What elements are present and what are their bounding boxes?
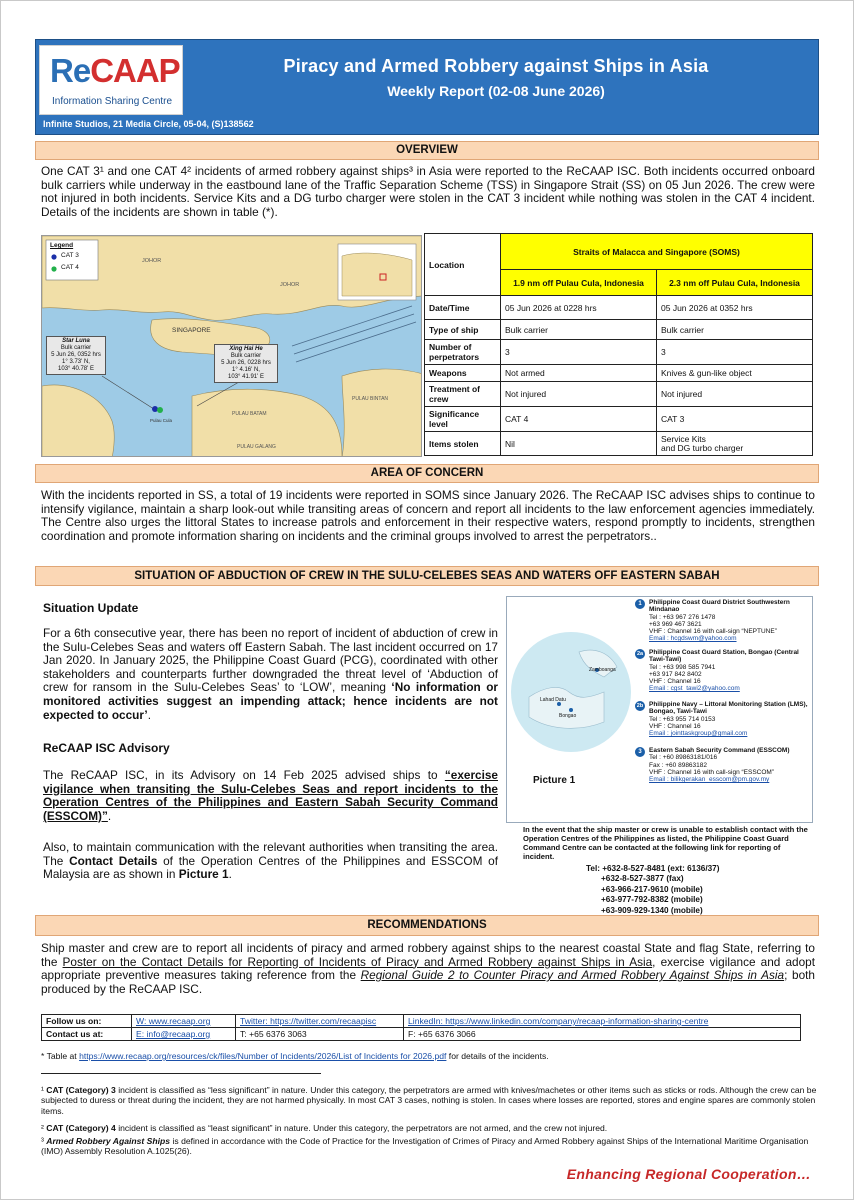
- advisory-text-bold: “exercise vigilance when transiting the Sulu-Celebes Seas and report incidents to the Operation Centres of the Philippines and Eastern Sabah Security Command (ESSCOM)”: [43, 768, 498, 823]
- situation-update-text: [43, 627, 498, 722]
- logo-subtitle: Information Sharing Centre: [52, 96, 173, 107]
- table-row: [425, 365, 813, 382]
- advisory-title: ReCAAP ISC Advisory: [43, 741, 170, 755]
- contact-email[interactable]: Email : hcgdswm@yahoo.com: [649, 635, 737, 643]
- recaap-logo: [39, 45, 183, 115]
- overview-heading: OVERVIEW: [35, 141, 819, 160]
- map-label-galang: PULAU GALANG: [237, 444, 276, 450]
- map-label-bintan: PULAU BINTAN: [352, 396, 389, 402]
- contact-line: Tel : +63 998 585 7941: [649, 663, 716, 671]
- callout-2-lat: 1° 4.16' N,: [232, 367, 260, 373]
- email-text: E: info@recaap.org: [136, 1029, 211, 1039]
- contact-name: Philippine Coast Guard Station, Bongao (Central Tawi-Tawi): [649, 649, 799, 664]
- comm-text-1: Also, to maintain communication with the relevant authorities when transiting the area. The: [43, 840, 498, 868]
- footnote-2: [41, 1123, 817, 1133]
- comm-text-2: of the Operation Centres of the Philippines and ESSCOM of Malaysia are as shown in: [43, 853, 498, 882]
- situation-update-title: Situation Update: [43, 601, 139, 615]
- map-legend-cat3: CAT 3: [61, 252, 79, 259]
- pic-label-zamboanga: Zamboanga: [589, 667, 616, 673]
- recommendations-text: [41, 942, 815, 996]
- map-label-pulau-cula: Pulau Cula: [150, 418, 173, 423]
- footnote-mark: ¹: [41, 1085, 47, 1095]
- row-label-perpetrators: Number of perpetrators: [425, 340, 501, 365]
- contact-line: Tel : +60 89863181/016: [649, 754, 718, 762]
- contact-number-badge: 1: [635, 599, 645, 609]
- table-label-location: Location: [425, 234, 501, 296]
- footnote-text: is defined in accordance with the Code of Practice for the Investigation of Crimes of Piracy and Armed Robbery against Ships of the International Maritime Organisation (IMO) Assembly Resolution A.1025(26).: [41, 1136, 809, 1157]
- follow-label: Follow us on:: [42, 1015, 132, 1028]
- table-location-1: 1.9 nm off Pulau Cula, Indonesia: [501, 270, 657, 296]
- table-region: Straits of Malacca and Singapore (SOMS): [501, 234, 813, 270]
- comm-text-end: .: [228, 867, 232, 882]
- pic-label-bongao: Bongao: [559, 713, 577, 719]
- situation-text-end: .: [147, 707, 151, 722]
- table-note: [41, 1051, 549, 1061]
- pcg-mobile: +63-966-217-9610 (mobile): [601, 884, 703, 894]
- follow-us-table: [41, 1014, 801, 1041]
- advisory-text-1: The ReCAAP ISC, in its Advisory on 14 Feb 2025 advised ships to: [43, 768, 445, 782]
- pcg-mobile: +63-977-792-8382 (mobile): [601, 895, 703, 905]
- contact-email[interactable]: Email : jointtaskgroup@gmail.com: [649, 730, 748, 738]
- header-address: Infinite Studios, 21 Media Circle, 05-04, (S)138562: [43, 119, 254, 129]
- website-link[interactable]: [132, 1015, 236, 1028]
- email-link[interactable]: [132, 1028, 236, 1041]
- cell-datetime-2: 05 Jun 2026 at 0352 hrs: [657, 296, 813, 320]
- cell-significance-2: CAT 3: [657, 407, 813, 432]
- footnote-text: incident is classified as “less significant” in nature. Under this category, the perpetrators are armed with knives/machetes or other items such as sticks or rods. Although the crew can be subjected to duress or threat during the incident, they are not harmed physically. In most CAT 3 cases, nothing is stolen. In cases where losses are reported, stores and engine spares are commonly stolen items.: [41, 1085, 817, 1116]
- linkedin-link[interactable]: [404, 1015, 801, 1028]
- footnote-term: CAT (Category) 3: [46, 1085, 116, 1095]
- logo-text-caap: CAAP: [90, 52, 180, 89]
- contact-email[interactable]: Email : cgst_tawi2@yahoo.com: [649, 685, 740, 693]
- callout-2-name: Xing Hai He: [229, 346, 263, 352]
- incident-table: [424, 233, 813, 456]
- callout-1-lon: 103° 40.78' E: [58, 366, 94, 372]
- contact-line: VHF : Channel 16 with call-sign “ESSCOM”: [649, 768, 774, 776]
- contact-line: VHF : Channel 16: [649, 722, 701, 730]
- report-title: Piracy and Armed Robbery against Ships in Asia: [283, 56, 709, 76]
- linkedin-text: LinkedIn: https://www.linkedin.com/company/recaap-information-sharing-centre: [408, 1016, 709, 1026]
- table-row: [425, 320, 813, 340]
- callout-1-lat: 1° 3.73' N,: [62, 359, 90, 365]
- cell-ship-type-2: Bulk carrier: [657, 320, 813, 340]
- contact-line: Tel : +63 967 276 1478: [649, 613, 716, 621]
- contact-email[interactable]: Email : bilikgerakan_esscom@pm.gov.my: [649, 776, 770, 784]
- contact-line: Fax : +60 89863182: [649, 761, 708, 769]
- map-legend-cat4: CAT 4: [61, 264, 79, 271]
- situation-text-bold: ‘No information or monitored activities suggest an impending attack; hence incidents are not expected to occur’: [43, 680, 498, 722]
- footnote-1: [41, 1085, 817, 1116]
- pcg-fax: +632-8-527-3877 (fax): [601, 874, 684, 884]
- table-row: [425, 382, 813, 407]
- poster-link[interactable]: Poster on the Contact Details for Reporting of Incidents of Piracy and Armed Robbery against Ships in Asia: [62, 954, 653, 969]
- callout-2-lon: 103° 41.91' E: [228, 374, 264, 380]
- map-legend-title: Legend: [50, 242, 74, 249]
- report-subtitle: Weekly Report (02-08 June 2026): [387, 83, 605, 99]
- map-label-singapore: SINGAPORE: [172, 327, 211, 334]
- recommendations-text-1: Ship master and crew are to report all incidents of piracy and armed robbery against ships to the nearest coastal State and flag State, referring to the: [41, 941, 815, 969]
- incident-map: [41, 235, 422, 457]
- table-row: [425, 340, 813, 365]
- cell-ship-type-1: Bulk carrier: [501, 320, 657, 340]
- cell-treatment-2: Not injured: [657, 382, 813, 407]
- map-label-johor: JOHOR: [142, 258, 162, 264]
- twitter-link[interactable]: [236, 1015, 404, 1028]
- callout-2-type: Bulk carrier: [230, 353, 262, 359]
- contact-line: Tel : +63 955 714 0153: [649, 715, 716, 723]
- callout-xing-hai-he: [214, 344, 278, 383]
- cell-perpetrators-1: 3: [501, 340, 657, 365]
- advisory-text: [43, 769, 498, 823]
- logo-wordmark: [50, 52, 180, 90]
- communication-text: [43, 841, 498, 882]
- website-text: W: www.recaap.org: [136, 1016, 211, 1026]
- table-row: [425, 432, 813, 456]
- recommendations-text-3: ; both produced by the ReCAAP ISC.: [41, 968, 815, 996]
- cell-significance-1: CAT 4: [501, 407, 657, 432]
- footnote-term: CAT (Category) 4: [46, 1123, 116, 1133]
- row-label-items-stolen: Items stolen: [425, 432, 501, 456]
- row-label-weapons: Weapons: [425, 365, 501, 382]
- map-label-batam: PULAU BATAM: [232, 411, 267, 417]
- contact-line: +63 969 467 3621: [649, 620, 702, 628]
- callout-star-luna: [46, 336, 106, 375]
- contact-map-graphic: [509, 622, 634, 762]
- contact-number-badge: 3: [635, 747, 645, 757]
- cell-items-stolen-2: Service Kits and DG turbo charger: [657, 432, 813, 456]
- cell-items-stolen-1: Nil: [501, 432, 657, 456]
- row-label-ship-type: Type of ship: [425, 320, 501, 340]
- table-note-suffix: for details of the incidents.: [446, 1051, 549, 1061]
- row-label-treatment: Treatment of crew: [425, 382, 501, 407]
- contact-line: VHF : Channel 16 with call-sign “NEPTUNE”: [649, 628, 777, 636]
- regional-guide-link[interactable]: Regional Guide 2 to Counter Piracy and Armed Robbery Against Ships in Asia: [360, 968, 785, 983]
- picture-1-contacts: [506, 596, 813, 823]
- contact-line: +63 917 842 8402: [649, 670, 702, 678]
- cell-weapons-1: Not armed: [501, 365, 657, 382]
- advisory-text-end: .: [107, 808, 112, 823]
- table-location-2: 2.3 nm off Pulau Cula, Indonesia: [657, 270, 813, 296]
- cell-perpetrators-2: 3: [657, 340, 813, 365]
- recommendations-heading: RECOMMENDATIONS: [35, 915, 819, 936]
- row-label-significance: Significance level: [425, 407, 501, 432]
- abduction-heading: SITUATION OF ABDUCTION OF CREW IN THE SULU-CELEBES SEAS AND WATERS OFF EASTERN SABAH: [35, 566, 819, 586]
- comm-text-bold-2: Picture 1: [178, 867, 229, 882]
- cat4-marker: [157, 407, 163, 413]
- cat3-marker: [152, 406, 158, 412]
- callout-1-time: 5 Jun 26, 0352 hrs: [51, 352, 101, 358]
- contact-line: VHF : Channel 16: [649, 678, 701, 686]
- map-label-johor-2: JOHOR: [280, 282, 300, 288]
- contact-name: Philippine Coast Guard District Southwestern Mindanao: [649, 599, 790, 614]
- callout-1-name: Star Luna: [62, 338, 90, 344]
- recommendations-text-2: , exercise vigilance and adopt appropriate preventive measures taking reference from the: [41, 954, 816, 983]
- logo-text-re: Re: [50, 52, 91, 89]
- cell-datetime-1: 05 Jun 2026 at 0228 hrs: [501, 296, 657, 320]
- overview-text: One CAT 3¹ and one CAT 4² incidents of armed robbery against ships³ in Asia were reported to the ReCAAP ISC. Both incidents occurred onboard bulk carriers while underway in the eastbound lane of the Traffic Separation Scheme (TSS) in Singapore Strait (SS) on 05 Jun 2026. The crew were not injured in both incidents. Service Kits and a DG turbo charger were stolen in the CAT 3 incident while nothing was stolen in the CAT 4 incident. Details of the incidents are shown in table (*).: [41, 164, 815, 219]
- incident-list-link[interactable]: https://www.recaap.org/resources/ck/files/Number of Incidents/2026/List of Incidents for 2026.pdf: [79, 1051, 447, 1061]
- contact-fax: F: +65 6376 3066: [404, 1028, 801, 1041]
- contact-tel: T: +65 6376 3063: [236, 1028, 404, 1041]
- pcg-note: In the event that the ship master or crew is unable to establish contact with the Operation Centres of the Philippines as listed, the Philippine Coast Guard Command Centre can be contacted at the following link for reporting of incident.: [523, 825, 808, 861]
- cell-weapons-2: Knives & gun-like object: [657, 365, 813, 382]
- area-of-concern-text: With the incidents reported in SS, a total of 19 incidents were reported in SOMS since January 2026. The ReCAAP ISC advises ships to continue to intensify vigilance, maintain a sharp look-out while transiting areas of concern and report all incidents to the law enforcement agencies immediately. The Centre also urges the littoral States to increase patrols and enforcement in their respective waters, respond promptly to incidents, strengthen coordination and promote information sharing on incidents and the criminal groups involved to arrest the perpetrators..: [41, 488, 815, 543]
- footnote-3: [41, 1136, 817, 1157]
- tagline: Enhancing Regional Cooperation…: [566, 1166, 811, 1182]
- contact-name: Philippine Navy – Littoral Monitoring Station (LMS), Bongao, Tawi-Tawi: [649, 701, 808, 716]
- table-row: [425, 407, 813, 432]
- table-note-prefix: * Table at: [41, 1051, 80, 1061]
- footnote-term: Armed Robbery Against Ships: [46, 1136, 171, 1146]
- footnote-mark: ²: [41, 1123, 47, 1133]
- pcg-mobile: +63-909-929-1340 (mobile): [601, 905, 703, 915]
- contact-name: Eastern Sabah Security Command (ESSCOM): [649, 747, 790, 754]
- callout-2-time: 5 Jun 26, 0228 hrs: [221, 360, 271, 366]
- footnote-text: incident is classified as “least significant” in nature. Under this category, the perpetrators are not armed, and the crew not injured.: [115, 1123, 608, 1133]
- pcg-tel: Tel: +632-8-527-8481 (ext: 6136/37): [586, 864, 720, 873]
- contact-number-badge: 2b: [636, 703, 644, 709]
- footnote-divider: [41, 1073, 321, 1074]
- area-of-concern-heading: AREA OF CONCERN: [35, 464, 819, 483]
- picture-1-caption: Picture 1: [533, 775, 576, 786]
- row-label-datetime: Date/Time: [425, 296, 501, 320]
- twitter-text: Twitter: https://twitter.com/recaapisc: [240, 1016, 377, 1026]
- comm-text-bold: Contact Details: [69, 853, 158, 868]
- contact-label: Contact us at:: [42, 1028, 132, 1041]
- callout-1-type: Bulk carrier: [60, 345, 92, 351]
- situation-text-1: For a 6th consecutive year, there has been no report of incident of abduction of crew in the Sulu-Celebes Seas and waters off Eastern Sabah. The last incident occurred on 17 Jan 2020. In January 2025, the Philippine Coast Guard (PCG), coordinated with other stakeholders and counterparts further downgraded the threat level of ‘Abduction of crew for ransom in the Sulu-Celebes Seas’ to ‘LOW’, meaning: [43, 626, 498, 695]
- footnote-mark: ³: [41, 1136, 47, 1146]
- contact-number-badge: 2a: [636, 651, 644, 657]
- cell-treatment-1: Not injured: [501, 382, 657, 407]
- pic-label-lahad-datu: Lahad Datu: [540, 697, 566, 703]
- table-row: [425, 296, 813, 320]
